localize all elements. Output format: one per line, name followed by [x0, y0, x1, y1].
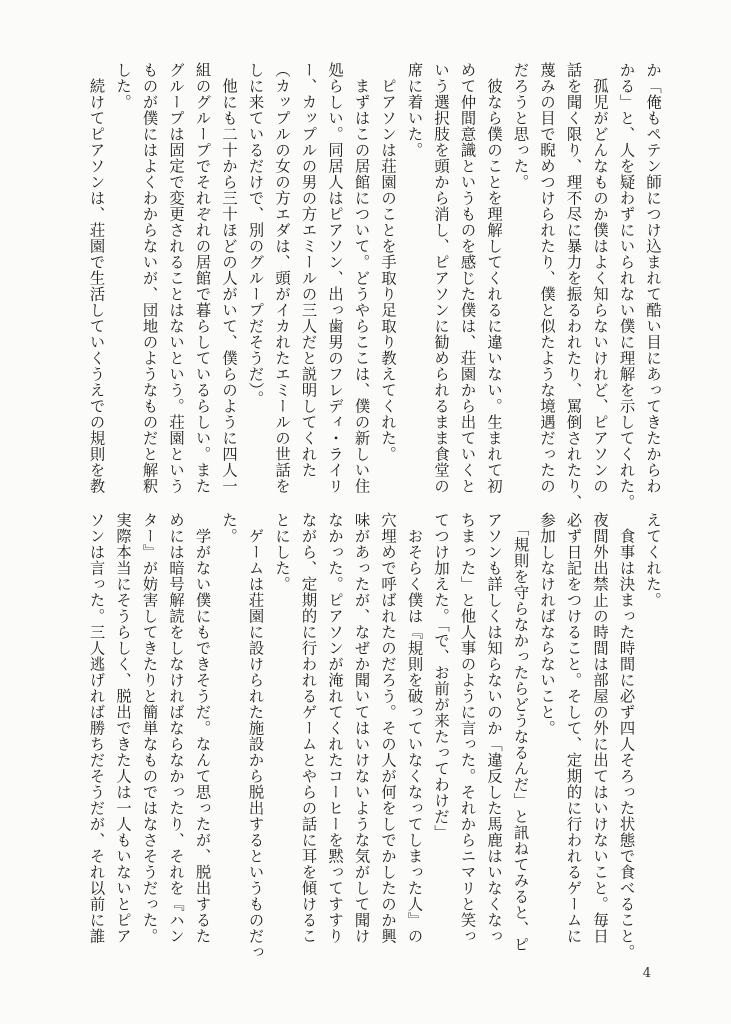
text-line: 蔑みの目で睨めつけられたり、僕と似たような境遇だったの [538, 62, 556, 494]
text-line: た。 [220, 512, 238, 544]
text-line: いう選択肢を頭から消し、ピアソンに勧められるまま食堂の [432, 62, 450, 494]
text-line: しに来ているだけで、別のグループだそうだ）。 [246, 62, 265, 407]
text-line: ものが僕にはよくわからないが、団地のようなものだと解釈 [140, 62, 159, 494]
text-line: 組のグループでそれぞれの居館で暮らしているらしい。また [193, 62, 212, 494]
top-text-column [83, 62, 666, 510]
text-line: ター』が妨害してきたりと簡単なものではなさそうだった。 [140, 512, 159, 944]
text-line: 彼なら僕のことを理解してくれるに違いない。生まれて初 [485, 62, 503, 494]
text-line: めには暗号解読をしなければならなかったり、それを『ハン [167, 512, 185, 944]
text-line: まずはこの居館について。どうやらここは、僕の新しい住 [352, 62, 371, 494]
text-line: 処らしい。同居人はピアソン、出っ歯男のフレディ・ライリ [326, 62, 344, 494]
text-line: ゲームは荘園に設けられた施設から脱出するというものだっ [246, 512, 265, 960]
text-line: とにした。 [273, 512, 291, 592]
text-line: 学がない僕にもできそうだ。なんて思ったが、脱出するた [193, 512, 212, 944]
text-line: した。 [114, 62, 132, 110]
text-line: アソンも詳しくは知らないのか「違反した馬鹿はいなくなっ [485, 512, 503, 944]
text-line: 話を聞く限り、理不尽に暴力を振るわれたり、罵倒されたり、 [564, 62, 583, 510]
text-line: てつけ加えた。「で、お前が来たってわけだ」 [432, 512, 450, 841]
text-line: ピアソンは荘園のことを手取り足取り教えてくれた。 [379, 62, 397, 462]
text-line: か「俺もペテン師につけ込まれて酷い目にあってきたからわ [644, 62, 662, 494]
text-line: 他にも二十から三十ほどの人がいて、僕らのように四人一 [220, 62, 238, 494]
bottom-text-column [83, 512, 666, 960]
text-line: 食事は決まった時間に必ず四人そろった状態で食べること。 [617, 512, 636, 960]
text-line: ソンは言った。三人逃げれば勝ちだそうだが、それ以前に誰 [87, 512, 106, 944]
text-line: 夜間外出禁止の時間は部屋の外に出てはいけないこと。毎日 [591, 512, 609, 944]
text-line: ー、カップルの男の方エミールの三人だと説明してくれた [299, 62, 318, 478]
text-line: 続けてピアソンは、荘園で生活していくうえでの規則を教 [87, 62, 106, 494]
text-line: 孤児がどんなものか僕はよく知らないけれど、ピアソンの [591, 62, 609, 494]
text-line: なかった。ピアソンが淹れてくれたコーヒーを黙ってすすり [326, 512, 344, 944]
text-line: 参加しなければならないこと。 [538, 512, 556, 736]
text-line: 「規則を守らなかったらどうなるんだ」と訊ねてみると、ピ [511, 512, 530, 953]
page-number: 4 [642, 966, 651, 981]
text-line: 実際本当にそうらしく、脱出できた人は一人もいないとピア [114, 512, 132, 944]
text-line: ながら、定期的に行われるゲームとやらの話に耳を傾けるこ [299, 512, 318, 944]
text-line: おそらく僕は『規則を破っていなくなってしまった人』の [405, 512, 424, 944]
text-line: だろうと思った。 [511, 62, 530, 190]
text-line: かる」と、人を疑わずにいられない僕に理解を示してくれた。 [617, 62, 636, 510]
text-line: （カップルの女の方エダは、頭がイカれたエミールの世話を [273, 62, 291, 494]
text-line: 必ず日記をつけること。そして、定期的に行われるゲームに [564, 512, 583, 944]
text-line: 穴埋めで呼ばれたのだろう。その人が何をしでかしたのか興 [379, 512, 397, 944]
text-line: ちまった」と他人事のように言った。それからニマリと笑っ [458, 512, 477, 944]
text-line: えてくれた。 [644, 512, 662, 608]
text-line: グループは固定で変更されることはないという。荘園という [167, 62, 185, 494]
text-line: めて仲間意識というものを感じた僕は、荘園から出ていくと [458, 62, 477, 494]
text-line: 味があったが、なぜか聞いてはいけないような気がして聞け [352, 512, 371, 944]
text-line: 席に着いた。 [405, 62, 424, 158]
